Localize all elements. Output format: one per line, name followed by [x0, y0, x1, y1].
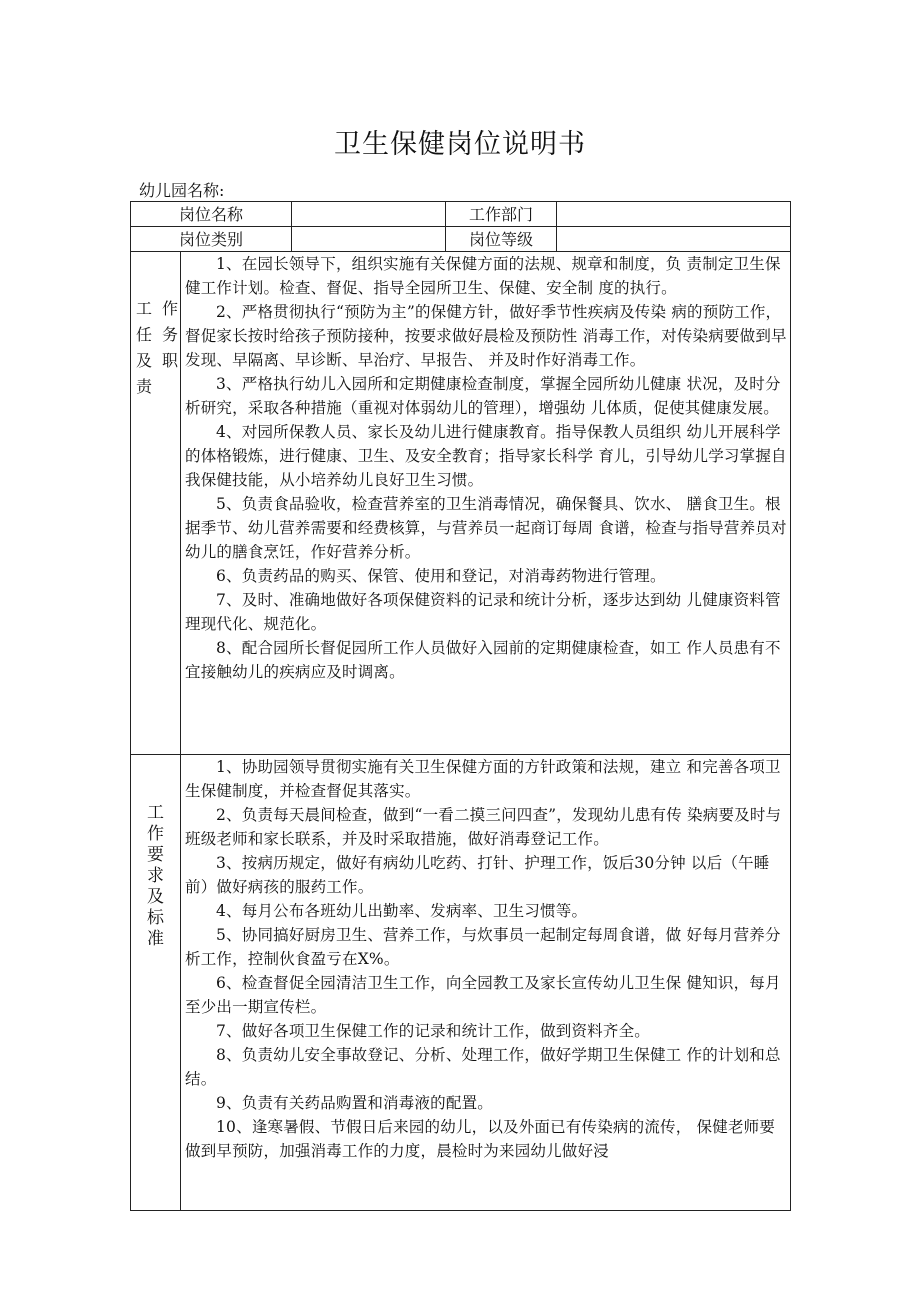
- job-title-label: 岗位名称: [131, 202, 292, 227]
- label-char: 及: [147, 887, 164, 907]
- section-duties-row: [131, 252, 791, 755]
- department-label: 工作部门: [446, 202, 557, 227]
- label-char: 准: [147, 929, 164, 949]
- requirement-item: 1、协助园领导贯彻实施有关卫生保健方面的方针政策和法规，建立 和完善各项卫生保健制度，并检查督促其落实。: [185, 758, 781, 800]
- job-category-value[interactable]: [292, 227, 446, 252]
- label-char: 职: [162, 351, 179, 370]
- label-char: 务: [162, 325, 179, 344]
- duty-item: 1、在园长领导下，组织实施有关保健方面的法规、规章和制度，负 责制定卫生保健工作计划。检查、督促、指导全园所卫生、保健、安全制 度的执行。: [185, 255, 781, 297]
- requirement-item: 3、按病历规定，做好有病幼儿吃药、打针、护理工作，饭后30分钟 以后（午睡前）做好病孩的服药工作。: [185, 854, 770, 896]
- label-char: 任: [136, 325, 153, 344]
- label-char: 标: [147, 908, 164, 928]
- requirement-item: 4、每月公布各班幼儿出勤率、发病率、卫生习惯等。: [216, 902, 588, 920]
- label-char: 及: [136, 351, 153, 370]
- requirement-item: 8、负责幼儿安全事故登记、分析、处理工作，做好学期卫生保健工 作的计划和总结。: [185, 1046, 781, 1088]
- label-char: 作: [162, 299, 179, 318]
- duty-item: 3、严格执行幼儿入园所和定期健康检查制度，掌握全园所幼儿健康 状况，及时分析研究，采取各种措施（重视对体弱幼儿的管理），增强幼 儿体质，促使其健康发展。: [185, 375, 781, 417]
- label-char: 工: [136, 299, 153, 318]
- duty-item: 4、对园所保教人员、家长及幼儿进行健康教育。指导保教人员组织 幼儿开展科学的体格锻炼，进行健康、卫生、及安全教育；指导家长科学 育儿，引导幼儿学习掌握自我保健技能，从小培养幼儿良好卫生习惯。: [185, 423, 787, 489]
- duty-item: 7、及时、准确地做好各项保健资料的记录和统计分析，逐步达到幼 儿健康资料管理现代化、规范化。: [185, 591, 781, 633]
- section-requirements-label: [131, 755, 181, 1211]
- section-duties-label: [131, 252, 181, 755]
- requirement-item: 10、逢寒暑假、节假日后来园的幼儿，以及外面已有传染病的流传， 保健老师要做到早预防，加强消毒工作的力度，晨检时为来园幼儿做好浸: [185, 1118, 776, 1160]
- header-row-2: [131, 227, 791, 252]
- section-requirements-content: [181, 755, 791, 1211]
- page-title: 卫生保健岗位说明书: [334, 129, 586, 160]
- duty-item: 5、负责食品验收，检查营养室的卫生消毒情况，确保餐具、饮水、 膳食卫生。根据季节、幼儿营养需要和经费核算，与营养员一起商订每周 食谱，检查与指导营养员对幼儿的膳食烹饪，作好营养分析。: [185, 495, 787, 561]
- job-description-table: [130, 201, 791, 1211]
- department-value[interactable]: [557, 202, 791, 227]
- requirement-item: 6、检查督促全园清洁卫生工作，向全园教工及家长宣传幼儿卫生保 健知识，每月至少出一期宣传栏。: [185, 974, 781, 1016]
- label-char: 责: [136, 377, 153, 396]
- label-char: 工: [147, 803, 164, 823]
- label-char: 作: [147, 824, 164, 844]
- label-char: 要: [147, 845, 164, 865]
- job-title-value[interactable]: [292, 202, 446, 227]
- job-grade-value[interactable]: [557, 227, 791, 252]
- header-row-1: [131, 202, 791, 227]
- duty-item: 8、配合园所长督促园所工作人员做好入园前的定期健康检查，如工 作人员患有不宜接触幼儿的疾病应及时调离。: [185, 639, 781, 681]
- section-duties-content: [181, 252, 791, 755]
- requirement-item: 2、负责每天晨间检查，做到“一看二摸三问四查”，发现幼儿患有传 染病要及时与班级老师和家长联系，并及时采取措施，做好消毒登记工作。: [185, 806, 782, 848]
- job-grade-label: 岗位等级: [446, 227, 557, 252]
- label-char: 求: [147, 866, 164, 886]
- duty-item: 6、负责药品的购买、保管、使用和登记，对消毒药物进行管理。: [216, 567, 666, 585]
- duty-item: 2、严格贯彻执行“预防为主”的保健方针，做好季节性疾病及传染 病的预防工作，督促家长按时给孩子预防接种，按要求做好晨检及预防性 消毒工作，对传染病要做到早发现、早隔离、早诊断、早治疗、早报告、 并及时作好消毒工作。: [185, 303, 787, 369]
- requirement-item: 5、协同搞好厨房卫生、营养工作，与炊事员一起制定每周食谱，做 好每月营养分析工作，控制伙食盈亏在X%。: [185, 926, 781, 968]
- requirement-item: 9、负责有关药品购置和消毒液的配置。: [216, 1094, 493, 1112]
- kindergarten-name-label: 幼儿园名称:: [139, 181, 225, 200]
- job-category-label: 岗位类别: [131, 227, 292, 252]
- requirement-item: 7、做好各项卫生保健工作的记录和统计工作，做到资料齐全。: [216, 1022, 650, 1040]
- section-requirements-row: [131, 755, 791, 1211]
